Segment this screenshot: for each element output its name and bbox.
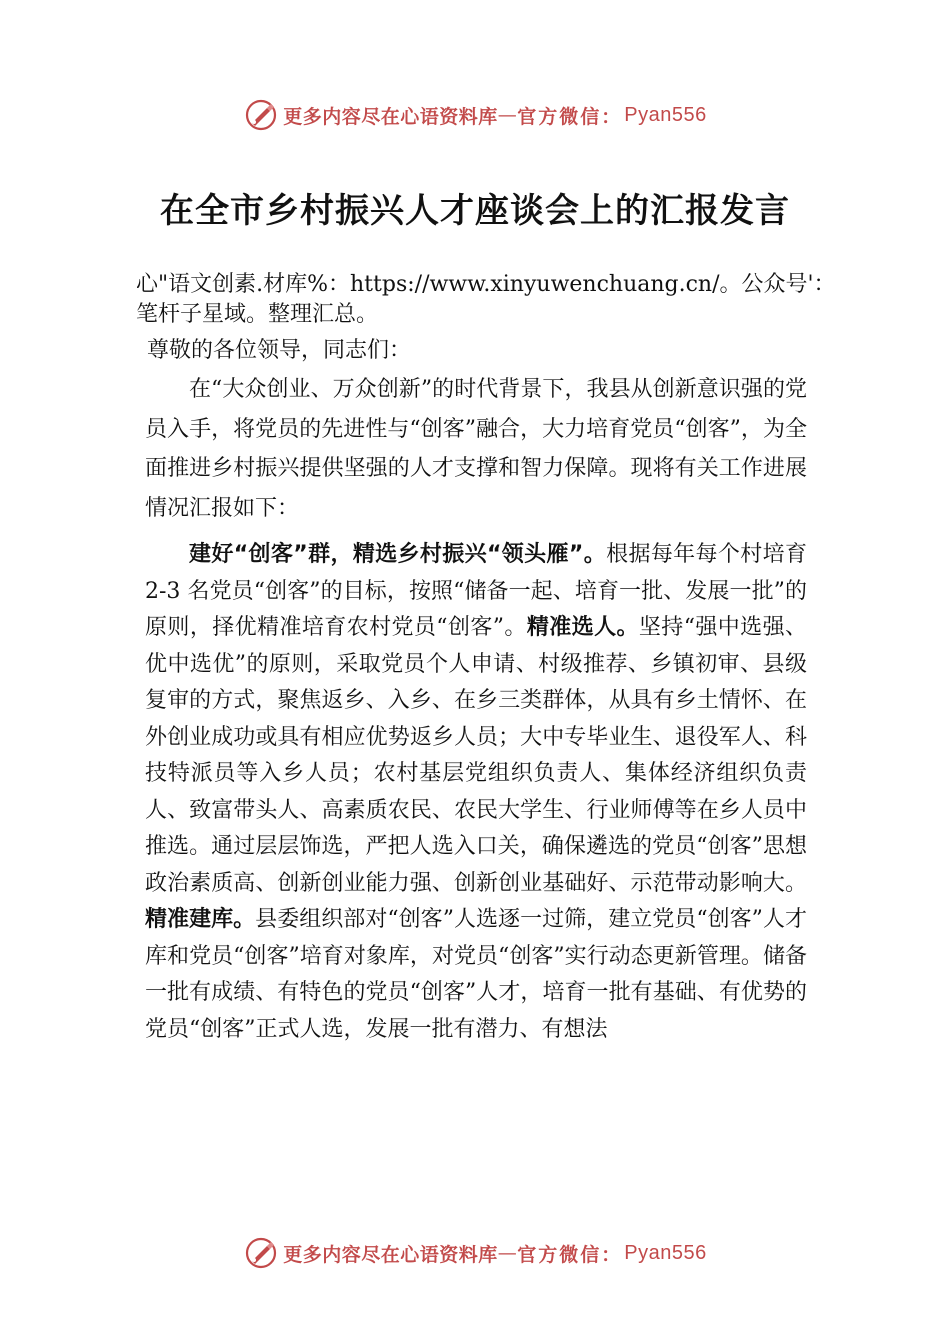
sub-heading-select: 精准选人。 xyxy=(526,615,639,640)
document-title: 在全市乡村振兴人才座谈会上的汇报发言 xyxy=(160,191,790,231)
watermark-brand: 更多内容尽在心语资料库 xyxy=(283,1243,498,1266)
section-1-lead: 根据每年每个村培育 2-3 名党员“创客”的目标，按照“储备一起、培育一批、发展一批”的原则，择优精准培育农村党员“创客”。 xyxy=(145,542,807,640)
source-note: 心"语文创素.材库%：https://www.xinyuwenchuang.cn/。公众号'：笔杆子星域。整理汇总。 xyxy=(136,272,836,327)
intro-paragraph: 在“大众创业、万众创新”的时代背景下，我县从创新意识强的党员入手，将党员的先进性与“创客”融合，大力培育党员“创客”，为全面推进乡村振兴提供坚强的人才支撑和智力保障。现将有关工作进展情况汇报如下： xyxy=(145,377,807,521)
sub-text-select: 坚持“强中选强、优中选优”的原则，采取党员个人申请、村级推荐、乡镇初审、县级复审的方式，聚焦返乡、入乡、在乡三类群体，从具有乡土情怀、在外创业成功或具有相应优势返乡人员；大中专毕业生、退役军人、科技特派员等入乡人员；农村基层党组织负责人、集体经济组织负责人、致富带头人、高素质农民、农民大学生、行业师傅等在乡人员中推选。通过层层饰选，严把人选入口关，确保遴选的党员“创客”思想政治素质高、创新创业能力强、创新创业基础好、示范带动影响大。 xyxy=(145,615,807,896)
watermark-wechat-id: Pyan556 xyxy=(624,103,707,126)
footer-watermark xyxy=(0,1233,950,1273)
sub-heading-database: 精准建库。 xyxy=(145,907,256,932)
header-watermark xyxy=(0,95,950,135)
section-1-paragraph xyxy=(145,537,807,1048)
watermark-wechat-label: 官方微信： xyxy=(517,1243,623,1266)
greeting: 尊敬的各位领导，同志们： xyxy=(147,338,412,363)
pen-logo-icon xyxy=(243,1235,279,1271)
watermark-separator: — xyxy=(497,1242,518,1264)
watermark-brand: 更多内容尽在心语资料库 xyxy=(283,105,498,128)
section-1-heading: 建好“创客”群，精选乡村振兴“领头雁”。 xyxy=(189,542,607,567)
watermark-wechat-label: 官方微信： xyxy=(517,105,623,128)
watermark-separator: — xyxy=(497,104,518,126)
sub-text-database: 县委组织部对“创客”人选逐一过筛，建立党员“创客”人才库和党员“创客”培育对象库，对党员“创客”实行动态更新管理。储备一批有成绩、有特色的党员“创客”人才，培育一批有基础、有优势的党员“创客”正式人选，发展一批有潜力、有想法 xyxy=(145,907,807,1042)
watermark-wechat-id: Pyan556 xyxy=(624,1241,707,1264)
pen-logo-icon xyxy=(243,97,279,133)
